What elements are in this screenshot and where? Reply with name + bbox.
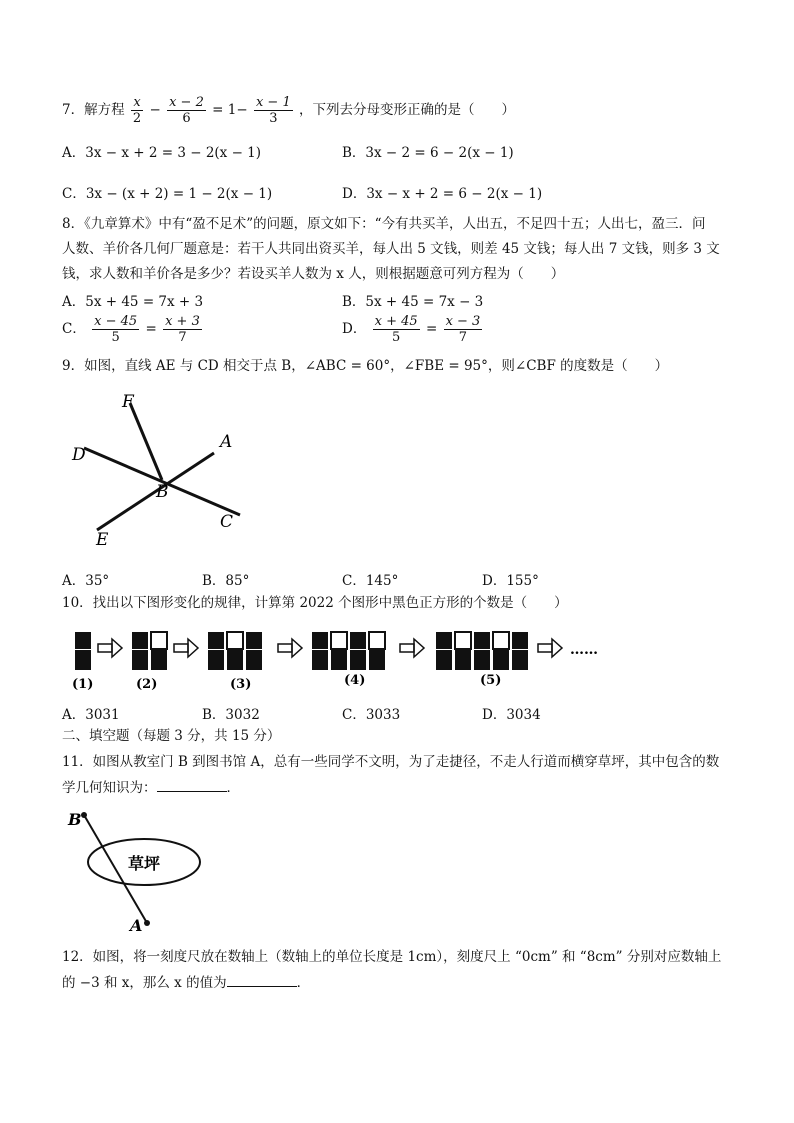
pattern-figure-1: [75, 632, 91, 670]
pattern-figure-3: [208, 632, 262, 670]
label-a: A: [130, 916, 143, 935]
arrow-icon: [174, 639, 198, 657]
q11-answer-blank[interactable]: [157, 777, 227, 792]
q11-line2: 学几何知识为： ．: [62, 777, 240, 798]
q7-prefix: 7．解方程: [62, 102, 125, 118]
ellipsis: ……: [570, 642, 598, 658]
arrow-icon: [538, 639, 562, 657]
point-a: [144, 920, 150, 926]
q8-option-d[interactable]: D． $\frac{x + 45}{5}$ = $\frac{x - 3}{7}$: [342, 314, 481, 345]
arrow-icon: [98, 639, 122, 657]
q7-frac1: $\frac{x}{2}$: [132, 95, 142, 126]
arrow-icon: [400, 639, 424, 657]
lawn-label: 草坪: [128, 854, 161, 873]
q9-option-d[interactable]: D．155°: [482, 573, 539, 589]
figure-label-4: (4): [344, 673, 366, 688]
label-a: A: [220, 432, 233, 452]
q10-option-c[interactable]: C．3033: [342, 707, 401, 723]
q12-line1: 12．如图，将一刻度尺放在数轴上（数轴上的单位长度是 1cm），刻度尺上 “0cm” 和 “8cm” 分别对应数轴上: [62, 949, 722, 965]
label-c: C: [220, 512, 234, 532]
q8-option-c[interactable]: C． $\frac{x - 45}{5}$ = $\frac{x + 3}{7}$: [62, 314, 200, 345]
q10-option-b[interactable]: B．3032: [202, 707, 260, 723]
figure-label-3: (3): [230, 677, 252, 692]
section2-title: 二、填空题（每题 3 分，共 15 分）: [62, 728, 281, 744]
q7-option-b[interactable]: B．3x − 2 = 6 − 2(x − 1): [342, 145, 514, 161]
pattern-figure-5: [436, 632, 528, 670]
q8-option-a[interactable]: A．5x + 45 = 7x + 3: [62, 294, 204, 310]
q7-option-a[interactable]: A．3x − x + 2 = 3 − 2(x − 1): [62, 145, 262, 161]
q8-line2: 人数、羊价各几何厂题意是：若干人共同出资买羊，每人出 5 文钱，则差 45 文钱；每人出 7 文钱，则多 3 文: [62, 241, 720, 257]
q11-figure: [62, 805, 212, 935]
label-e: E: [96, 530, 109, 550]
q8-option-b[interactable]: B．5x + 45 = 7x − 3: [342, 294, 484, 310]
q9-option-c[interactable]: C．145°: [342, 573, 399, 589]
q9-option-a[interactable]: A．35°: [62, 573, 110, 589]
q7-stem: 7．解方程 $\frac{x}{2}$ − $\frac{x - 2}{6}$ = 1− $\frac{x - 1}{3}$ ，下列去分母变形正确的是（ ）: [62, 95, 516, 126]
q12-line2: 的 −3 和 x，那么 x 的值为 ．: [62, 972, 310, 993]
q10-stem: 10．找出以下图形变化的规律，计算第 2022 个图形中黑色正方形的个数是（ ）: [62, 595, 568, 611]
arrow-icon: [278, 639, 302, 657]
q7-frac2: $\frac{x - 2}{6}$: [169, 95, 204, 126]
q9-figure: [62, 385, 262, 555]
q8-line3: 钱，求人数和羊价各是多少？若设买羊人数为 x 人，则根据题意可列方程为（ ）: [62, 266, 565, 282]
figure-label-5: (5): [480, 673, 502, 688]
pattern-figure-2: [132, 632, 167, 670]
q11-line1: 11．如图从教室门 B 到图书馆 A，总有一些同学不文明，为了走捷径，不走人行道而横穿草坪，其中包含的数: [62, 754, 720, 770]
q10-option-a[interactable]: A．3031: [62, 707, 120, 723]
label-b: B: [156, 482, 169, 502]
label-b: B: [68, 810, 82, 829]
q9-stem: 9．如图，直线 AE 与 CD 相交于点 B，∠ABC = 60°，∠FBE = 95°，则∠CBF 的度数是（ ）: [62, 358, 669, 374]
q10-option-d[interactable]: D．3034: [482, 707, 541, 723]
q7-option-c[interactable]: C．3x − (x + 2) = 1 − 2(x − 1): [62, 186, 273, 202]
q12-answer-blank[interactable]: [227, 972, 297, 987]
label-d: D: [72, 445, 86, 465]
pattern-figure-4: [312, 632, 385, 670]
q10-figure: [70, 624, 615, 694]
figure-label-1: (1): [72, 677, 94, 692]
figure-label-2: (2): [136, 677, 158, 692]
q8-line1: 8．《九章算术》中有“盈不足术”的问题，原文如下：“今有共买羊，人出五，不足四十五；人出七，盈三．问: [62, 216, 706, 232]
q7-frac3: $\frac{x - 1}{3}$: [255, 95, 291, 126]
q7-option-d[interactable]: D．3x − x + 2 = 6 − 2(x − 1): [342, 186, 543, 202]
label-f: F: [122, 392, 134, 412]
point-b: [81, 812, 87, 818]
q9-option-b[interactable]: B．85°: [202, 573, 250, 589]
